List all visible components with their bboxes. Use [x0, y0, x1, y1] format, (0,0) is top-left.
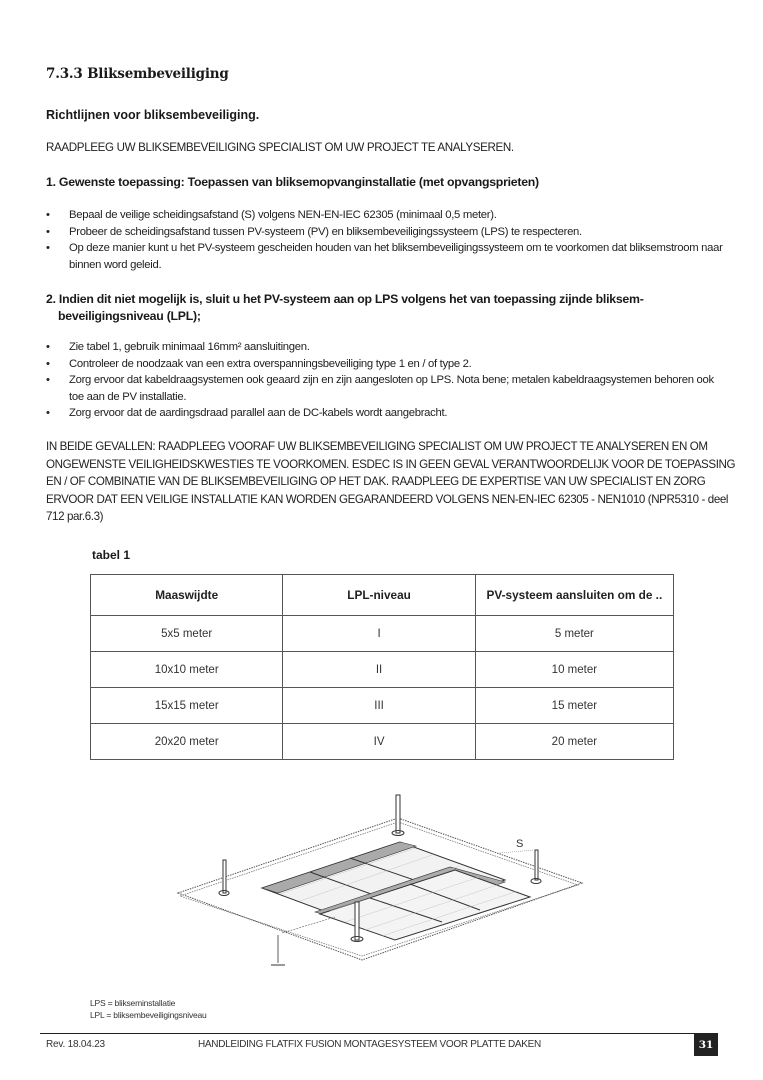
table-cell: III — [283, 688, 475, 724]
table-caption: tabel 1 — [92, 548, 131, 562]
bullet-icon: • — [46, 209, 50, 221]
warning-paragraph: IN BEIDE GEVALLEN: RAADPLEEG VOORAF UW BLIKSEMBEVEILIGING SPECIALIST OM UW PROJECT TE ANALYSEREN EN OM ONGEWENSTE VEILIGHEIDSKWESTIES TE VOORKOMEN. ESDEC IS IN GEEN GEVAL VERANTWOORDELIJK VOOR DE TOEPASSING EN / OF COMBINATIE VAN DE BLIKSEMBEVEILIGING OP HET DAK. RAADPLEEG DE EXPERTISE VAN UW SPECIALIST EN ZORG ERVOOR DAT EEN VEILIGE INSTALLATIE KAN WORDEN GEGARANDEERD VOLGENS NEN-EN-IEC 62305 - NEN1010 (NPR5310 - deel 712 par.6.3) — [46, 440, 736, 523]
table-cell: 5x5 meter — [91, 616, 283, 652]
option-1-list — [46, 207, 724, 273]
bullet-icon: • — [46, 407, 50, 419]
option-1-heading: 1. Gewenste toepassing: Toepassen van bliksemopvanginstallatie (met opvangsprieten) — [46, 175, 539, 189]
table-cell: 10 meter — [475, 652, 673, 688]
page-number-badge: 31 — [694, 1034, 718, 1056]
column-header-mesh-width: Maaswijdte — [91, 575, 283, 616]
column-header-lpl-level: LPL-niveau — [283, 575, 475, 616]
specialist-notice: RAADPLEEG UW BLIKSEMBEVEILIGING SPECIALIST OM UW PROJECT TE ANALYSEREN. — [46, 141, 514, 154]
table-cell: II — [283, 652, 475, 688]
section-subtitle: Richtlijnen voor bliksembeveiliging. — [46, 108, 260, 122]
roof-pv-illustration — [170, 790, 590, 980]
footer-divider — [40, 1033, 718, 1034]
list-item: • Probeer de scheidingsafstand tussen PV-systeem (PV) en bliksembeveiligingssysteem (LPS) te respecteren. — [46, 224, 724, 241]
bullet-icon: • — [46, 225, 50, 238]
lightning-protection-diagram — [170, 790, 590, 980]
table-header-row — [91, 575, 674, 616]
table-row — [91, 724, 674, 760]
list-item: • Bepaal de veilige scheidingsafstand (S) volgens NEN-EN-IEC 62305 (minimaal 0,5 meter). — [46, 207, 724, 224]
column-header-connect-distance: PV-systeem aansluiten om de .. — [475, 575, 673, 616]
bullet-icon: • — [46, 242, 50, 254]
option-2-heading: 2. Indien dit niet mogelijk is, sluit u het PV-systeem aan op LPS volgens het van toepassing zijnde bliksem- beveiligingsniveau (LPL); — [46, 292, 644, 323]
list-item: • Zie tabel 1, gebruik minimaal 16mm² aansluitingen. — [46, 339, 724, 356]
list-item: • Zorg ervoor dat kabeldraagsystemen ook geaard zijn en zijn aangesloten op LPS. Nota bene; metalen kabeldraagsystemen behoren ook toe aan de PV installatie. — [46, 374, 714, 403]
table-cell: 5 meter — [475, 616, 673, 652]
abbreviation-legend — [90, 997, 207, 1021]
bullet-icon: • — [46, 341, 50, 353]
separation-distance-label: S — [516, 838, 524, 850]
bullet-icon: • — [46, 374, 50, 386]
bullet-icon: • — [46, 357, 50, 370]
list-item: • Zorg ervoor dat de aardingsdraad parallel aan de DC-kabels wordt aangebracht. — [46, 405, 724, 422]
table-cell: IV — [283, 724, 475, 760]
list-item: • Op deze manier kunt u het PV-systeem gescheiden houden van het bliksembeveiligingssysteem om te voorkomen dat bliksemstroom naar binnen word geleid. — [46, 242, 723, 271]
footer-document-title: HANDLEIDING FLATFIX FUSION MONTAGESYSTEEM VOOR PLATTE DAKEN — [198, 1039, 541, 1050]
legend-lpl: LPL = bliksembeveiligingsniveau — [90, 1010, 207, 1020]
table-cell: 10x10 meter — [91, 652, 283, 688]
table-cell: 15 meter — [475, 688, 673, 724]
lpl-table — [90, 574, 674, 760]
table-cell: 15x15 meter — [91, 688, 283, 724]
option-2-list — [46, 339, 724, 422]
table-cell: 20 meter — [475, 724, 673, 760]
section-title: 7.3.3 Bliksembeveiliging — [46, 66, 229, 82]
table-row — [91, 652, 674, 688]
table-cell: I — [283, 616, 475, 652]
table-row — [91, 688, 674, 724]
list-item: • Controleer de noodzaak van een extra overspanningsbeveiliging type 1 en / of type 2. — [46, 356, 724, 373]
table-row — [91, 616, 674, 652]
legend-lps: LPS = blikseminstallatie — [90, 998, 176, 1008]
table-cell: 20x20 meter — [91, 724, 283, 760]
footer-revision: Rev. 18.04.23 — [46, 1039, 105, 1050]
